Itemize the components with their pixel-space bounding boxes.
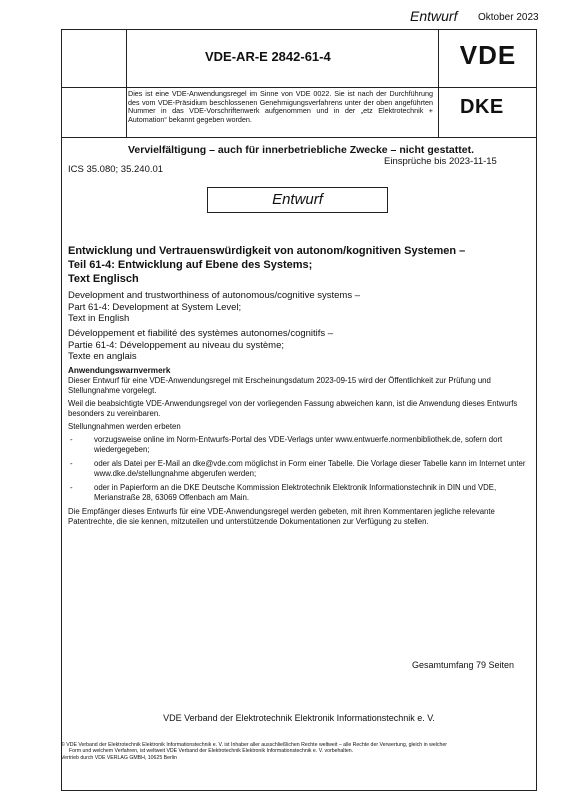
title-french-line: Développement et fiabilité des systèmes autonomes/cognitifs – <box>68 328 334 339</box>
title-french-line: Partie 61-4: Développement au niveau du système; <box>68 339 284 351</box>
bullet-dash: - <box>70 435 73 444</box>
application-warning-section <box>68 366 532 530</box>
header-draft-label: Entwurf <box>410 8 458 24</box>
frame-divider <box>438 30 439 137</box>
total-pages: Gesamtumfang 79 Seiten <box>412 660 515 670</box>
warning-paragraph: Dieser Entwurf für eine VDE-Anwendungsregel mit Erscheinungsdatum 2023-09-15 wird der Öffentlichkeit zur Prüfung und Stellungnahme vorgelegt. <box>68 376 491 395</box>
warning-heading: Anwendungswarnvermerk <box>68 366 171 375</box>
title-english-line: Text in English <box>68 313 130 324</box>
header-date: Oktober 2023 <box>478 12 539 23</box>
title-german-line: Text Englisch <box>68 273 139 285</box>
title-french-line: Texte en anglais <box>68 351 137 362</box>
title-german <box>68 244 528 286</box>
warning-paragraph: Die Empfänger dieses Entwurfs für eine VDE-Anwendungsregel werden gebeten, mit ihren Kommentaren jegliche relevante Patentrechte, die sie kennen, mitzuteilen und unterstützende Dokumentationen zur Verfügung zu stellen. <box>68 507 495 526</box>
footer-line: © VDE Verband der Elektrotechnik Elektronik Informationstechnik e. V. ist Inhaber aller ausschließlichen Rechte weltweit – alle Rechte der Verwertung, gleich in welcher <box>61 742 447 748</box>
footer-line: Form und welchem Verfahren, ist weltweit VDE Verband der Elektrotechnik Elektronik Informationstechnik e. V. vorbehalten. <box>69 748 354 755</box>
title-french <box>68 328 528 363</box>
list-item <box>68 459 532 479</box>
title-english-line: Development and trustworthiness of autonomous/cognitive systems – <box>68 290 361 301</box>
bullet-dash: - <box>70 483 73 492</box>
list-item <box>68 435 532 455</box>
list-item <box>68 483 532 503</box>
list-item-text: oder als Datei per E-Mail an dke@vde.com möglichst in Form einer Tabelle. Die Vorlage dieser Tabelle kann im Internet unter www.dke.de/stellungnahme abgerufen werden; <box>94 459 526 478</box>
bullet-dash: - <box>70 459 73 468</box>
draft-box: Entwurf <box>207 187 388 213</box>
document-number: VDE-AR-E 2842-61-4 <box>205 49 331 64</box>
approval-notice: Dies ist eine VDE-Anwendungsregel im Sinne von VDE 0022. Sie ist nach der Durchführung des vom VDE-Präsidium beschlossenen Genehmigungsverfahrens unter der oben angeführten Nummer in das VDE-Vorschriftenwerk aufgenommen und in der „etz Elektrotechnik + Automation“ bekannt gegeben worden. <box>128 89 433 124</box>
vde-logo <box>451 39 525 71</box>
ics-codes: ICS 35.080; 35.240.01 <box>68 164 164 175</box>
footer-line: Vertrieb durch VDE VERLAG GMBH, 10625 Berlin <box>61 754 177 761</box>
title-german-line: Entwicklung und Vertrauenswürdigkeit von autonom/kognitiven Systemen – <box>68 245 466 257</box>
dke-logo: DKE <box>460 96 504 118</box>
copy-restriction-note: Vervielfältigung – auch für innerbetriebliche Zwecke – nicht gestattet. <box>127 144 474 156</box>
frame-divider <box>126 30 127 137</box>
vde-logo-text: VDE <box>459 40 517 70</box>
copyright-footer <box>61 742 541 761</box>
warning-paragraph: Stellungnahmen werden erbeten <box>68 422 181 431</box>
list-item-text: oder in Papierform an die DKE Deutsche Kommission Elektrotechnik Elektronik Informationstechnik in DIN und VDE, Merianstraße 28, 63069 Offenbach am Main. <box>94 483 497 502</box>
frame-divider <box>62 87 536 88</box>
title-english <box>68 290 528 325</box>
title-english-line: Part 61-4: Development at System Level; <box>68 301 242 313</box>
frame-divider <box>62 137 536 138</box>
warning-paragraph: Weil die beabsichtigte VDE-Anwendungsregel von der vorliegenden Fassung abweichen kann, ist die Anwendung dieses Entwurfs besonders zu vereinbaren. <box>68 399 518 418</box>
list-item-text: vorzugsweise online im Norm-Entwurfs-Portal des VDE-Verlags unter www.entwuerfe.normenbibliothek.de, sofern dort wiedergegeben; <box>94 435 503 454</box>
title-german-line: Teil 61-4: Entwicklung auf Ebene des Systems; <box>68 259 313 271</box>
objection-deadline: Einsprüche bis 2023-11-15 <box>384 156 497 167</box>
publisher-name: VDE Verband der Elektrotechnik Elektronik Informationstechnik e. V. <box>163 713 435 723</box>
